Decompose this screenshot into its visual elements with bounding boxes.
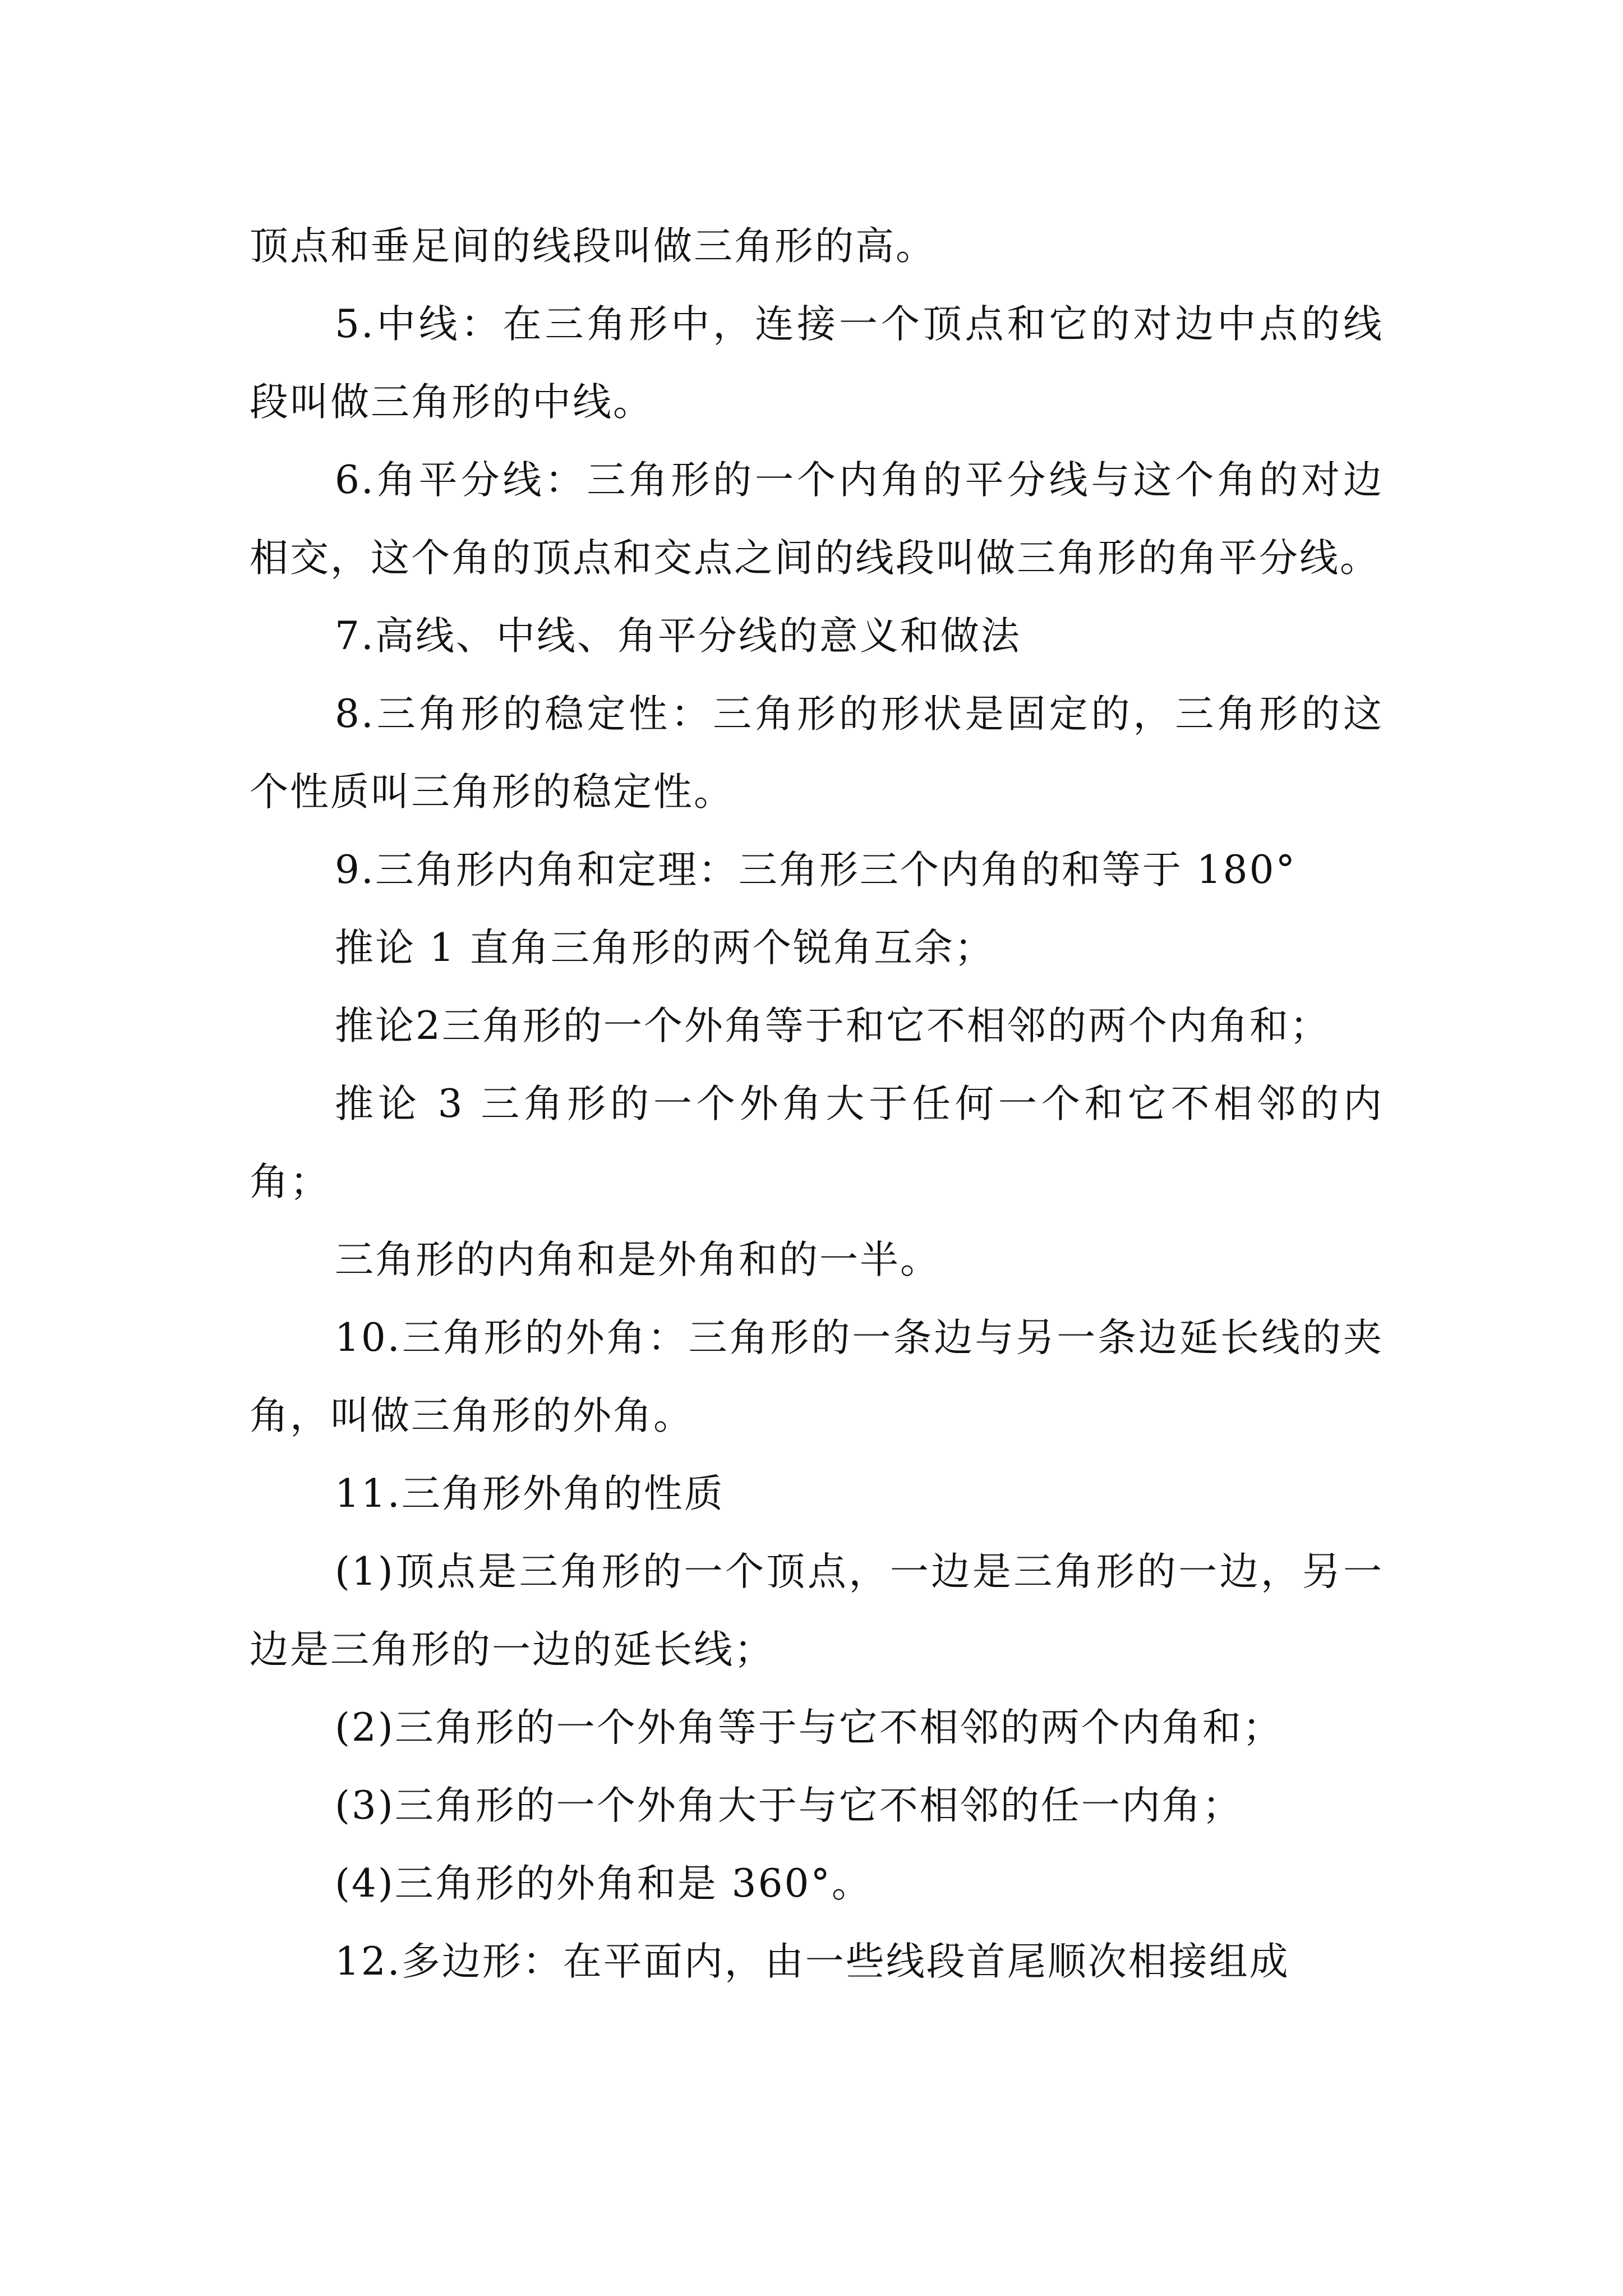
- paragraph-lines-meaning: 7.高线、中线、角平分线的意义和做法: [335, 614, 1021, 659]
- paragraph-altitude-end: 顶点和垂足间的线段叫做三角形的高。: [250, 224, 936, 269]
- paragraph-property-4: (4)三角形的外角和是 360°。: [335, 1861, 872, 1906]
- paragraph-property-2: (2)三角形的一个外角等于与它不相邻的两个内角和；: [335, 1705, 1283, 1750]
- paragraph-median: 5.中线：在三角形中，连接一个顶点和它的对边中点的线段叫做三角形的中线。: [250, 302, 1384, 425]
- paragraph-exterior-angle: 10.三角形的外角：三角形的一条边与另一条边延长线的夹角，叫做三角形的外角。: [250, 1315, 1384, 1438]
- paragraph-exterior-properties-heading: 11.三角形外角的性质: [335, 1471, 725, 1516]
- paragraph-polygon: 12.多边形：在平面内，由一些线段首尾顺次相接组成: [335, 1939, 1290, 1984]
- paragraph-property-1: (1)顶点是三角形的一个顶点，一边是三角形的一边，另一边是三角形的一边的延长线；: [250, 1549, 1384, 1672]
- paragraph-property-3: (3)三角形的一个外角大于与它不相邻的任一内角；: [335, 1783, 1243, 1828]
- paragraph-half-sum: 三角形的内角和是外角和的一半。: [335, 1237, 940, 1282]
- document-body: [250, 208, 1384, 2001]
- paragraph-corollary-2: 推论2三角形的一个外角等于和它不相邻的两个内角和；: [335, 1004, 1330, 1048]
- paragraph-angle-sum-theorem: 9.三角形内角和定理：三角形三个内角的和等于 180°: [335, 848, 1297, 892]
- paragraph-stability: 8.三角形的稳定性：三角形的形状是固定的，三角形的这个性质叫三角形的稳定性。: [250, 692, 1384, 815]
- paragraph-angle-bisector: 6.角平分线：三角形的一个内角的平分线与这个角的对边相交，这个角的顶点和交点之间的线段叫做三角形的角平分线。: [250, 458, 1384, 581]
- paragraph-corollary-1: 推论 1 直角三角形的两个锐角互余；: [335, 926, 995, 970]
- paragraph-corollary-3: 推论 3 三角形的一个外角大于任何一个和它不相邻的内角；: [250, 1082, 1384, 1204]
